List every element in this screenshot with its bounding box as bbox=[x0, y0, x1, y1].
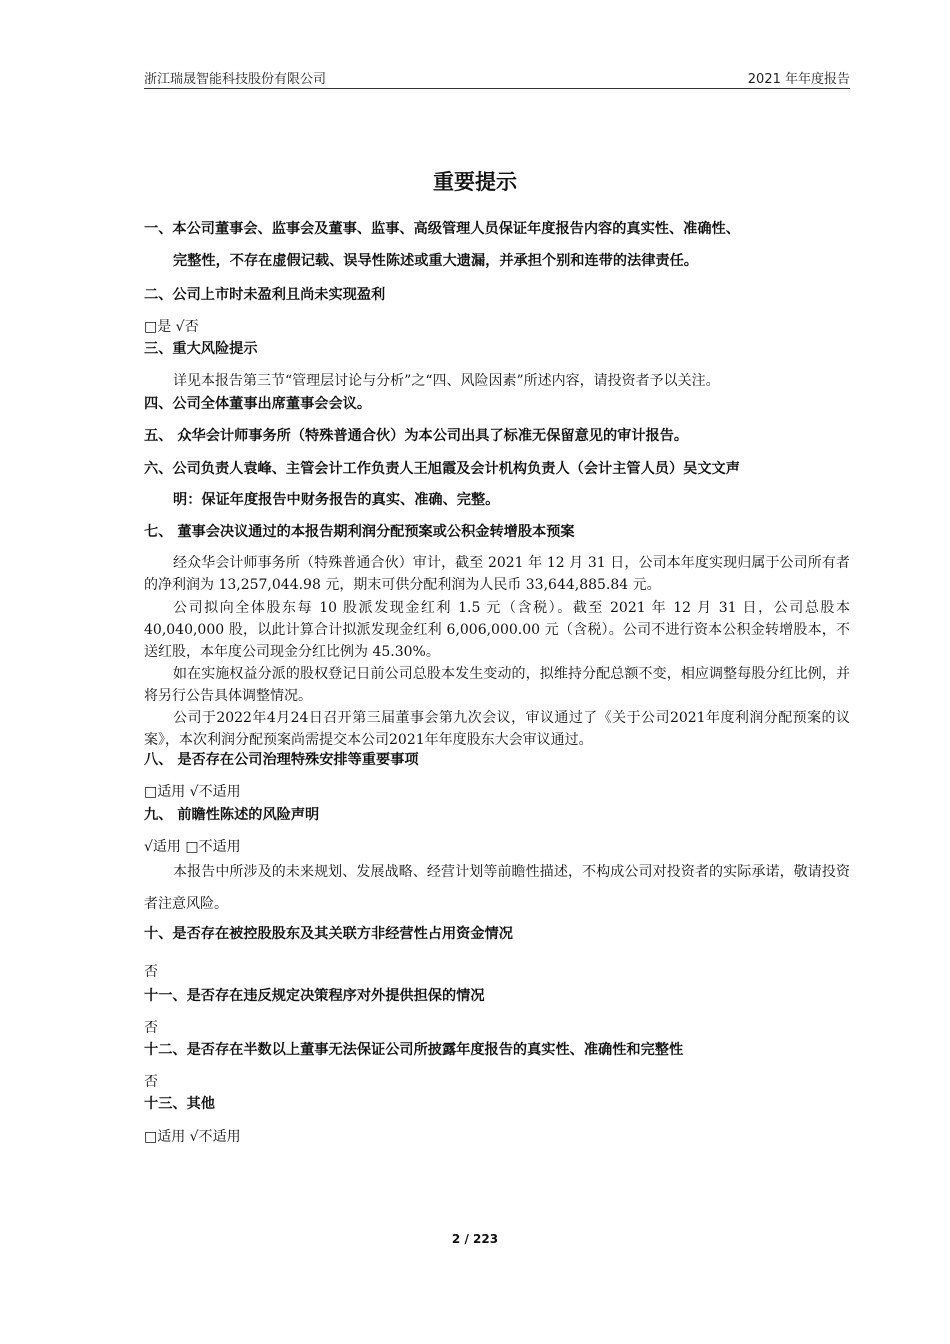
section-11-answer: 否 bbox=[144, 1020, 158, 1036]
section-2-option: □是 √否 bbox=[144, 319, 199, 335]
section-5-heading: 五、 众华会计师事务所（特殊普通合伙）为本公司出具了标准无保留意见的审计报告。 bbox=[144, 428, 689, 444]
company-name: 浙江瑞晟智能科技股份有限公司 bbox=[144, 72, 327, 87]
section-4-heading: 四、公司全体董事出席董事会会议。 bbox=[144, 396, 372, 412]
section-12-answer: 否 bbox=[144, 1074, 158, 1090]
section-3-text: 详见本报告第三节“管理层讨论与分析”之“四、风险因素”所述内容，请投资者予以关注。 bbox=[173, 373, 720, 389]
section-12-heading: 十二、是否存在半数以上董事无法保证公司所披露年度报告的真实性、准确性和完整性 bbox=[144, 1042, 684, 1058]
section-1-line-2: 完整性，不存在虚假记载、误导性陈述或重大遗漏，并承担个别和连带的法律责任。 bbox=[173, 253, 698, 269]
section-7-paragraph-1: 经众华会计师事务所（特殊普通合伙）审计，截至 2021 年 12 月 31 日，公司本年度实现归属于公司所有者的净利润为 13,257,044.98 元，期末可供分配利润为人民币 33,644,885.84 元。 bbox=[144, 555, 850, 593]
section-7-paragraph-3: 如在实施权益分派的股权登记日前公司总股本发生变动的，拟维持分配总额不变，相应调整每股分红比例，并将另行公告具体调整情况。 bbox=[144, 666, 850, 704]
section-9-option: √适用 □不适用 bbox=[144, 839, 241, 855]
section-7-paragraph-2: 公司拟向全体股东每 10 股派发现金红利 1.5 元（含税）。截至 2021 年 12 月 31 日，公司总股本 40,040,000 股，以此计算合计拟派发现金红利 6,006,000.00 元（含税）。公司不进行资本公积金转增股本，不送红股，本年度公司现金分红比例为 45.30%。 bbox=[144, 600, 850, 660]
section-7-paragraph-4: 公司于2022年4月24日召开第三届董事会第九次会议，审议通过了《关于公司2021年度利润分配预案的议案》，本次利润分配预案尚需提交本公司2021年年度股东大会审议通过。 bbox=[144, 710, 850, 748]
page-header bbox=[144, 66, 850, 89]
section-2-heading: 二、公司上市时未盈利且尚未实现盈利 bbox=[144, 287, 386, 303]
section-6-line-1: 六、公司负责人袁峰、主管会计工作负责人王旭霞及会计机构负责人（会计主管人员）吴文文声 bbox=[144, 461, 740, 477]
section-13-heading: 十三、其他 bbox=[144, 1096, 215, 1112]
section-10-answer: 否 bbox=[144, 964, 158, 980]
page-title: 重要提示 bbox=[433, 170, 517, 194]
section-9-heading: 九、 前瞻性陈述的风险声明 bbox=[144, 807, 320, 823]
section-8-heading: 八、 是否存在公司治理特殊安排等重要事项 bbox=[144, 752, 419, 768]
section-6-line-2: 明：保证年度报告中财务报告的真实、准确、完整。 bbox=[173, 492, 500, 508]
section-11-heading: 十一、是否存在违反规定决策程序对外提供担保的情况 bbox=[144, 988, 485, 1004]
section-8-option: □适用 √不适用 bbox=[144, 784, 241, 800]
section-7-heading: 七、 董事会决议通过的本报告期利润分配预案或公积金转增股本预案 bbox=[144, 524, 575, 540]
report-name: 2021 年年度报告 bbox=[747, 72, 850, 87]
section-1-line-1: 一、本公司董事会、监事会及董事、监事、高级管理人员保证年度报告内容的真实性、准确性、 bbox=[144, 221, 740, 237]
page-number: 2 / 223 bbox=[451, 1232, 499, 1246]
section-3-heading: 三、重大风险提示 bbox=[144, 341, 258, 357]
section-9-paragraph: 本报告中所涉及的未来规划、发展战略、经营计划等前瞻性描述，不构成公司对投资者的实际承诺，敬请投资者注意风险。 bbox=[144, 864, 850, 912]
section-13-option: □适用 √不适用 bbox=[144, 1129, 241, 1145]
section-10-heading: 十、是否存在被控股股东及其关联方非经营性占用资金情况 bbox=[144, 926, 513, 942]
